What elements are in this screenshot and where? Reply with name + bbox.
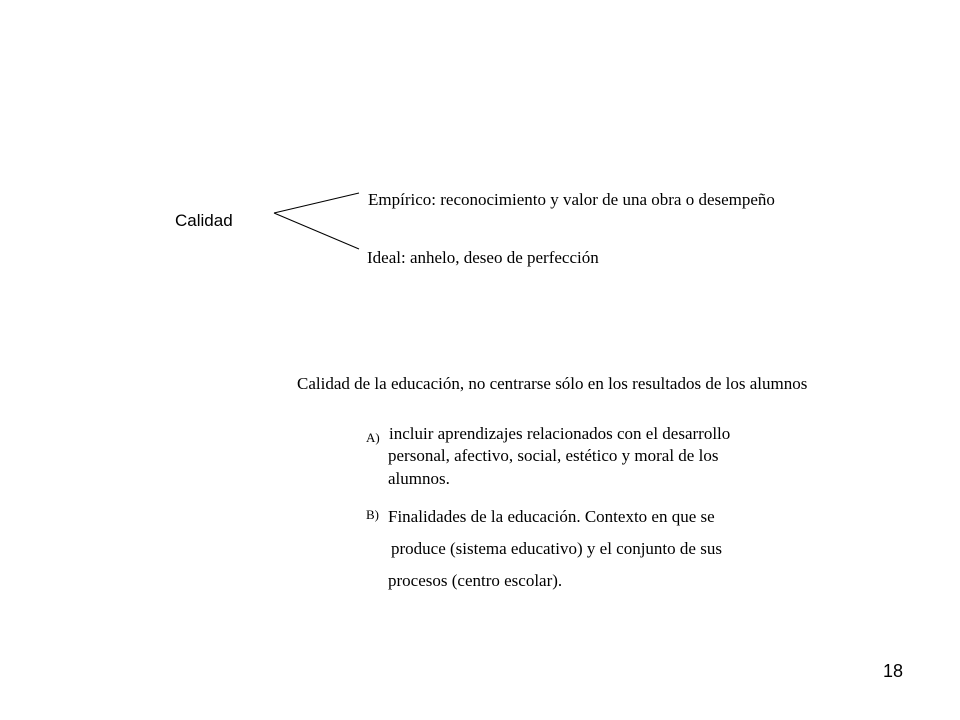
item-b-line: procesos (centro escolar). — [388, 571, 563, 590]
item-a-marker: A) — [366, 430, 380, 445]
item-a-line: alumnos. — [388, 469, 450, 488]
calidad-label: Calidad — [175, 211, 233, 230]
branch-ideal: Ideal: anhelo, deseo de perfección — [367, 248, 599, 267]
item-a-line: incluir aprendizajes relacionados con el desarrollo — [389, 424, 731, 443]
item-b-line: Finalidades de la educación. Contexto en que se — [388, 507, 715, 526]
branch-line-upper — [274, 193, 359, 213]
item-a-line: personal, afectivo, social, estético y moral de los — [388, 446, 719, 465]
page-number: 18 — [883, 661, 904, 681]
branch-line-lower — [274, 213, 359, 249]
item-b-line: produce (sistema educativo) y el conjunto de sus — [391, 539, 722, 558]
item-b-marker: B) — [366, 507, 379, 522]
branch-empirico: Empírico: reconocimiento y valor de una obra o desempeño — [368, 190, 775, 209]
education-heading: Calidad de la educación, no centrarse sólo en los resultados de los alumnos — [297, 374, 808, 393]
